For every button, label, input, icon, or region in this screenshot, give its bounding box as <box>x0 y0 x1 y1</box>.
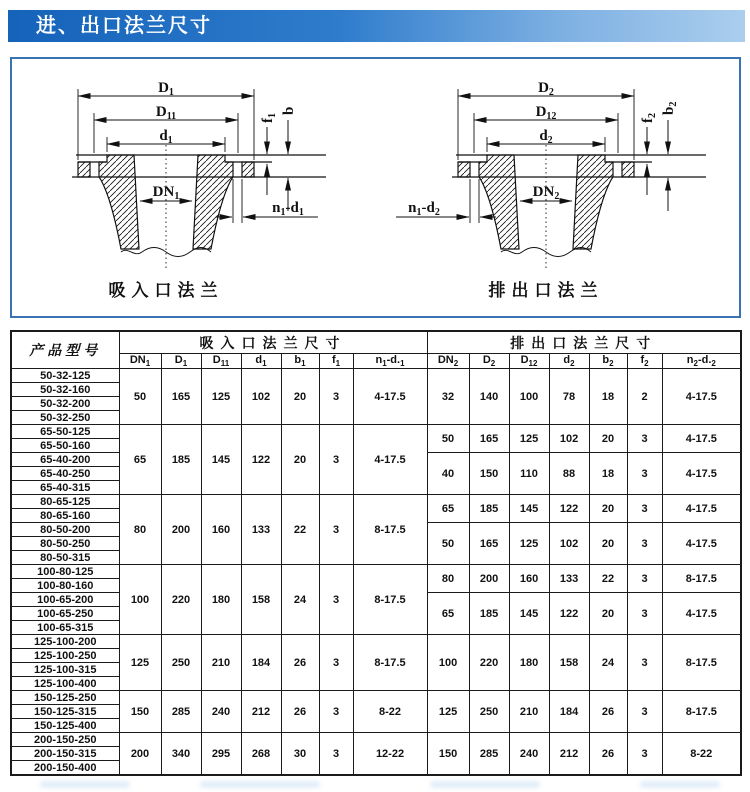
discharge-value-cell: 122 <box>549 593 589 635</box>
product-model-cell: 100-65-250 <box>11 607 119 621</box>
column-header: $D_{11}$ <box>201 354 241 369</box>
section-title-banner <box>8 10 745 42</box>
column-header: $f_1$ <box>319 354 353 369</box>
discharge-value-cell: 165 <box>469 523 509 565</box>
suction-value-cell: 200 <box>119 733 161 776</box>
product-model-cell: 100-65-315 <box>11 621 119 635</box>
flange-outer-ring-left <box>78 162 90 177</box>
suction-value-cell: 8-22 <box>353 691 427 733</box>
suction-section-header: 吸入口法兰尺寸 <box>119 331 427 354</box>
product-model-cell: 125-100-400 <box>11 677 119 691</box>
discharge-value-cell: 26 <box>589 691 627 733</box>
flange-outer-ring-right <box>242 162 254 177</box>
suction-value-cell: 125 <box>201 369 241 425</box>
discharge-value-cell: 212 <box>549 733 589 776</box>
discharge-value-cell: 20 <box>589 593 627 635</box>
discharge-value-cell: 24 <box>589 635 627 691</box>
discharge-value-cell: 180 <box>509 635 549 691</box>
column-header: $f_2$ <box>627 354 662 369</box>
dim-label-D11: $D_{11}$ <box>155 104 177 122</box>
product-model-cell: 100-80-125 <box>11 565 119 579</box>
column-header: $d_1$ <box>241 354 281 369</box>
suction-value-cell: 3 <box>319 733 353 776</box>
discharge-value-cell: 110 <box>509 453 549 495</box>
column-header: $n_1-d._1$ <box>353 354 427 369</box>
discharge-value-cell: 133 <box>549 565 589 593</box>
column-header: $DN_1$ <box>119 354 161 369</box>
column-header: $DN_2$ <box>427 354 469 369</box>
suction-value-cell: 26 <box>281 691 319 733</box>
suction-value-cell: 20 <box>281 369 319 425</box>
suction-value-cell: 220 <box>161 565 201 635</box>
discharge-value-cell: 8-17.5 <box>662 691 741 733</box>
discharge-value-cell: 240 <box>509 733 549 776</box>
discharge-value-cell: 185 <box>469 495 509 523</box>
dim-label-D12: $D_{12}$ <box>535 104 557 122</box>
flange-outer-ring-right <box>622 162 634 177</box>
discharge-value-cell: 210 <box>509 691 549 733</box>
discharge-value-cell: 3 <box>627 635 662 691</box>
scan-artifact <box>430 781 540 788</box>
product-model-header: 产品型号 <box>11 331 119 369</box>
discharge-value-cell: 102 <box>549 523 589 565</box>
product-model-cell: 125-100-315 <box>11 663 119 677</box>
discharge-value-cell: 50 <box>427 425 469 453</box>
discharge-value-cell: 3 <box>627 691 662 733</box>
suction-value-cell: 8-17.5 <box>353 565 427 635</box>
dim-label-D2: $D_2$ <box>538 80 554 98</box>
product-model-cell: 125-100-250 <box>11 649 119 663</box>
table-row <box>11 691 741 705</box>
suction-value-cell: 158 <box>241 565 281 635</box>
discharge-value-cell: 80 <box>427 565 469 593</box>
product-model-cell: 50-32-125 <box>11 369 119 383</box>
product-model-cell: 80-65-125 <box>11 495 119 509</box>
discharge-value-cell: 40 <box>427 453 469 495</box>
table-row <box>11 425 741 439</box>
discharge-value-cell: 125 <box>427 691 469 733</box>
suction-value-cell: 200 <box>161 495 201 565</box>
suction-value-cell: 240 <box>201 691 241 733</box>
discharge-value-cell: 145 <box>509 593 549 635</box>
discharge-value-cell: 250 <box>469 691 509 733</box>
dim-label-n1-d1: $n_1-d_1$ <box>272 200 304 218</box>
dim-label-b: b <box>281 106 297 115</box>
suction-value-cell: 160 <box>201 495 241 565</box>
table-row <box>11 733 741 747</box>
suction-value-cell: 3 <box>319 635 353 691</box>
discharge-value-cell: 26 <box>589 733 627 776</box>
suction-value-cell: 8-17.5 <box>353 635 427 691</box>
discharge-value-cell: 65 <box>427 495 469 523</box>
product-model-cell: 100-65-200 <box>11 593 119 607</box>
discharge-value-cell: 32 <box>427 369 469 425</box>
discharge-value-cell: 145 <box>509 495 549 523</box>
product-model-cell: 50-32-250 <box>11 411 119 425</box>
product-model-cell: 65-40-250 <box>11 467 119 481</box>
dim-label-f2: $f_2$ <box>640 113 658 123</box>
suction-value-cell: 20 <box>281 425 319 495</box>
dim-label-DN2: $DN_2$ <box>532 184 560 202</box>
dim-label-D1: $D_1$ <box>158 80 174 98</box>
product-model-cell: 80-65-160 <box>11 509 119 523</box>
discharge-value-cell: 125 <box>509 425 549 453</box>
suction-value-cell: 50 <box>119 369 161 425</box>
product-model-cell: 65-40-315 <box>11 481 119 495</box>
discharge-value-cell: 165 <box>469 425 509 453</box>
suction-value-cell: 210 <box>201 635 241 691</box>
suction-value-cell: 180 <box>201 565 241 635</box>
suction-value-cell: 165 <box>161 369 201 425</box>
suction-value-cell: 4-17.5 <box>353 369 427 425</box>
suction-value-cell: 150 <box>119 691 161 733</box>
flange-dimensions-table <box>10 330 742 776</box>
product-model-cell: 50-32-160 <box>11 383 119 397</box>
discharge-value-cell: 285 <box>469 733 509 776</box>
discharge-section-header: 排出口法兰尺寸 <box>427 331 741 354</box>
scan-artifact <box>40 781 130 788</box>
suction-value-cell: 100 <box>119 565 161 635</box>
column-header: $b_2$ <box>589 354 627 369</box>
discharge-value-cell: 4-17.5 <box>662 425 741 453</box>
suction-value-cell: 22 <box>281 495 319 565</box>
product-model-cell: 150-125-315 <box>11 705 119 719</box>
suction-value-cell: 285 <box>161 691 201 733</box>
suction-value-cell: 125 <box>119 635 161 691</box>
suction-value-cell: 212 <box>241 691 281 733</box>
suction-value-cell: 3 <box>319 691 353 733</box>
product-model-cell: 80-50-250 <box>11 537 119 551</box>
discharge-value-cell: 3 <box>627 565 662 593</box>
suction-value-cell: 12-22 <box>353 733 427 776</box>
discharge-value-cell: 78 <box>549 369 589 425</box>
suction-value-cell: 4-17.5 <box>353 425 427 495</box>
discharge-flange-diagram <box>380 65 732 310</box>
suction-value-cell: 133 <box>241 495 281 565</box>
suction-value-cell: 250 <box>161 635 201 691</box>
column-header: $d_2$ <box>549 354 589 369</box>
flange-wall-right <box>193 155 233 249</box>
flange-diagram-panel <box>10 57 741 318</box>
discharge-value-cell: 3 <box>627 733 662 776</box>
discharge-value-cell: 3 <box>627 593 662 635</box>
discharge-value-cell: 8-17.5 <box>662 565 741 593</box>
discharge-value-cell: 122 <box>549 495 589 523</box>
suction-value-cell: 3 <box>319 565 353 635</box>
page-title: 进、出口法兰尺寸 <box>36 15 212 37</box>
discharge-value-cell: 160 <box>509 565 549 593</box>
discharge-value-cell: 158 <box>549 635 589 691</box>
discharge-value-cell: 22 <box>589 565 627 593</box>
discharge-value-cell: 3 <box>627 453 662 495</box>
product-model-cell: 200-150-250 <box>11 733 119 747</box>
suction-value-cell: 24 <box>281 565 319 635</box>
discharge-value-cell: 20 <box>589 523 627 565</box>
discharge-value-cell: 65 <box>427 593 469 635</box>
column-header: $n_2-d._2$ <box>662 354 741 369</box>
discharge-value-cell: 185 <box>469 593 509 635</box>
flange-wall-right <box>573 155 613 249</box>
dim-label-DN1: $DN_1$ <box>152 184 180 202</box>
discharge-value-cell: 2 <box>627 369 662 425</box>
column-header: $D_1$ <box>161 354 201 369</box>
discharge-value-cell: 50 <box>427 523 469 565</box>
suction-value-cell: 184 <box>241 635 281 691</box>
suction-flange-caption: 吸入口法兰 <box>108 281 224 300</box>
dim-label-n1-d2: $n_1-d_2$ <box>408 200 440 218</box>
discharge-value-cell: 100 <box>427 635 469 691</box>
discharge-value-cell: 150 <box>427 733 469 776</box>
discharge-value-cell: 20 <box>589 495 627 523</box>
suction-value-cell: 3 <box>319 495 353 565</box>
suction-value-cell: 65 <box>119 425 161 495</box>
column-header: $D_{12}$ <box>509 354 549 369</box>
table-row <box>11 495 741 509</box>
product-model-cell: 65-40-200 <box>11 453 119 467</box>
suction-value-cell: 340 <box>161 733 201 776</box>
flange-wall-left <box>479 155 519 249</box>
discharge-value-cell: 150 <box>469 453 509 495</box>
discharge-value-cell: 8-17.5 <box>662 635 741 691</box>
dim-label-d1: $d_1$ <box>159 128 173 146</box>
suction-value-cell: 8-17.5 <box>353 495 427 565</box>
suction-value-cell: 30 <box>281 733 319 776</box>
flange-wall-left <box>99 155 139 249</box>
table-row <box>11 635 741 649</box>
suction-value-cell: 185 <box>161 425 201 495</box>
discharge-value-cell: 102 <box>549 425 589 453</box>
product-model-cell: 65-50-125 <box>11 425 119 439</box>
table-row <box>11 369 741 383</box>
discharge-value-cell: 4-17.5 <box>662 453 741 495</box>
discharge-value-cell: 8-22 <box>662 733 741 776</box>
dim-label-b2: $b_2$ <box>661 101 679 115</box>
flange-outer-ring-left <box>458 162 470 177</box>
dim-label-d2: $d_2$ <box>539 128 553 146</box>
discharge-value-cell: 18 <box>589 369 627 425</box>
scan-artifact <box>200 781 320 788</box>
scan-artifact <box>640 781 720 788</box>
product-model-cell: 100-80-160 <box>11 579 119 593</box>
product-model-cell: 150-125-400 <box>11 719 119 733</box>
discharge-value-cell: 220 <box>469 635 509 691</box>
discharge-value-cell: 184 <box>549 691 589 733</box>
product-model-cell: 125-100-200 <box>11 635 119 649</box>
suction-value-cell: 122 <box>241 425 281 495</box>
product-model-cell: 50-32-200 <box>11 397 119 411</box>
product-model-cell: 65-50-160 <box>11 439 119 453</box>
discharge-value-cell: 18 <box>589 453 627 495</box>
suction-flange-diagram <box>20 65 372 310</box>
discharge-value-cell: 20 <box>589 425 627 453</box>
discharge-value-cell: 3 <box>627 495 662 523</box>
discharge-value-cell: 140 <box>469 369 509 425</box>
column-header: $b_1$ <box>281 354 319 369</box>
discharge-value-cell: 125 <box>509 523 549 565</box>
suction-value-cell: 268 <box>241 733 281 776</box>
discharge-value-cell: 4-17.5 <box>662 495 741 523</box>
discharge-value-cell: 4-17.5 <box>662 593 741 635</box>
discharge-value-cell: 4-17.5 <box>662 369 741 425</box>
suction-value-cell: 145 <box>201 425 241 495</box>
suction-value-cell: 102 <box>241 369 281 425</box>
discharge-value-cell: 3 <box>627 523 662 565</box>
suction-value-cell: 3 <box>319 369 353 425</box>
discharge-value-cell: 88 <box>549 453 589 495</box>
product-model-cell: 80-50-315 <box>11 551 119 565</box>
column-header: $D_2$ <box>469 354 509 369</box>
suction-value-cell: 3 <box>319 425 353 495</box>
suction-value-cell: 80 <box>119 495 161 565</box>
discharge-value-cell: 4-17.5 <box>662 523 741 565</box>
suction-value-cell: 295 <box>201 733 241 776</box>
discharge-value-cell: 3 <box>627 425 662 453</box>
product-model-cell: 80-50-200 <box>11 523 119 537</box>
discharge-value-cell: 100 <box>509 369 549 425</box>
suction-value-cell: 26 <box>281 635 319 691</box>
product-model-cell: 150-125-250 <box>11 691 119 705</box>
product-model-cell: 200-150-400 <box>11 761 119 776</box>
discharge-value-cell: 200 <box>469 565 509 593</box>
table-row <box>11 565 741 579</box>
product-model-cell: 200-150-315 <box>11 747 119 761</box>
dim-label-f1: $f_1$ <box>260 113 278 123</box>
discharge-flange-caption: 排出口法兰 <box>488 281 604 300</box>
